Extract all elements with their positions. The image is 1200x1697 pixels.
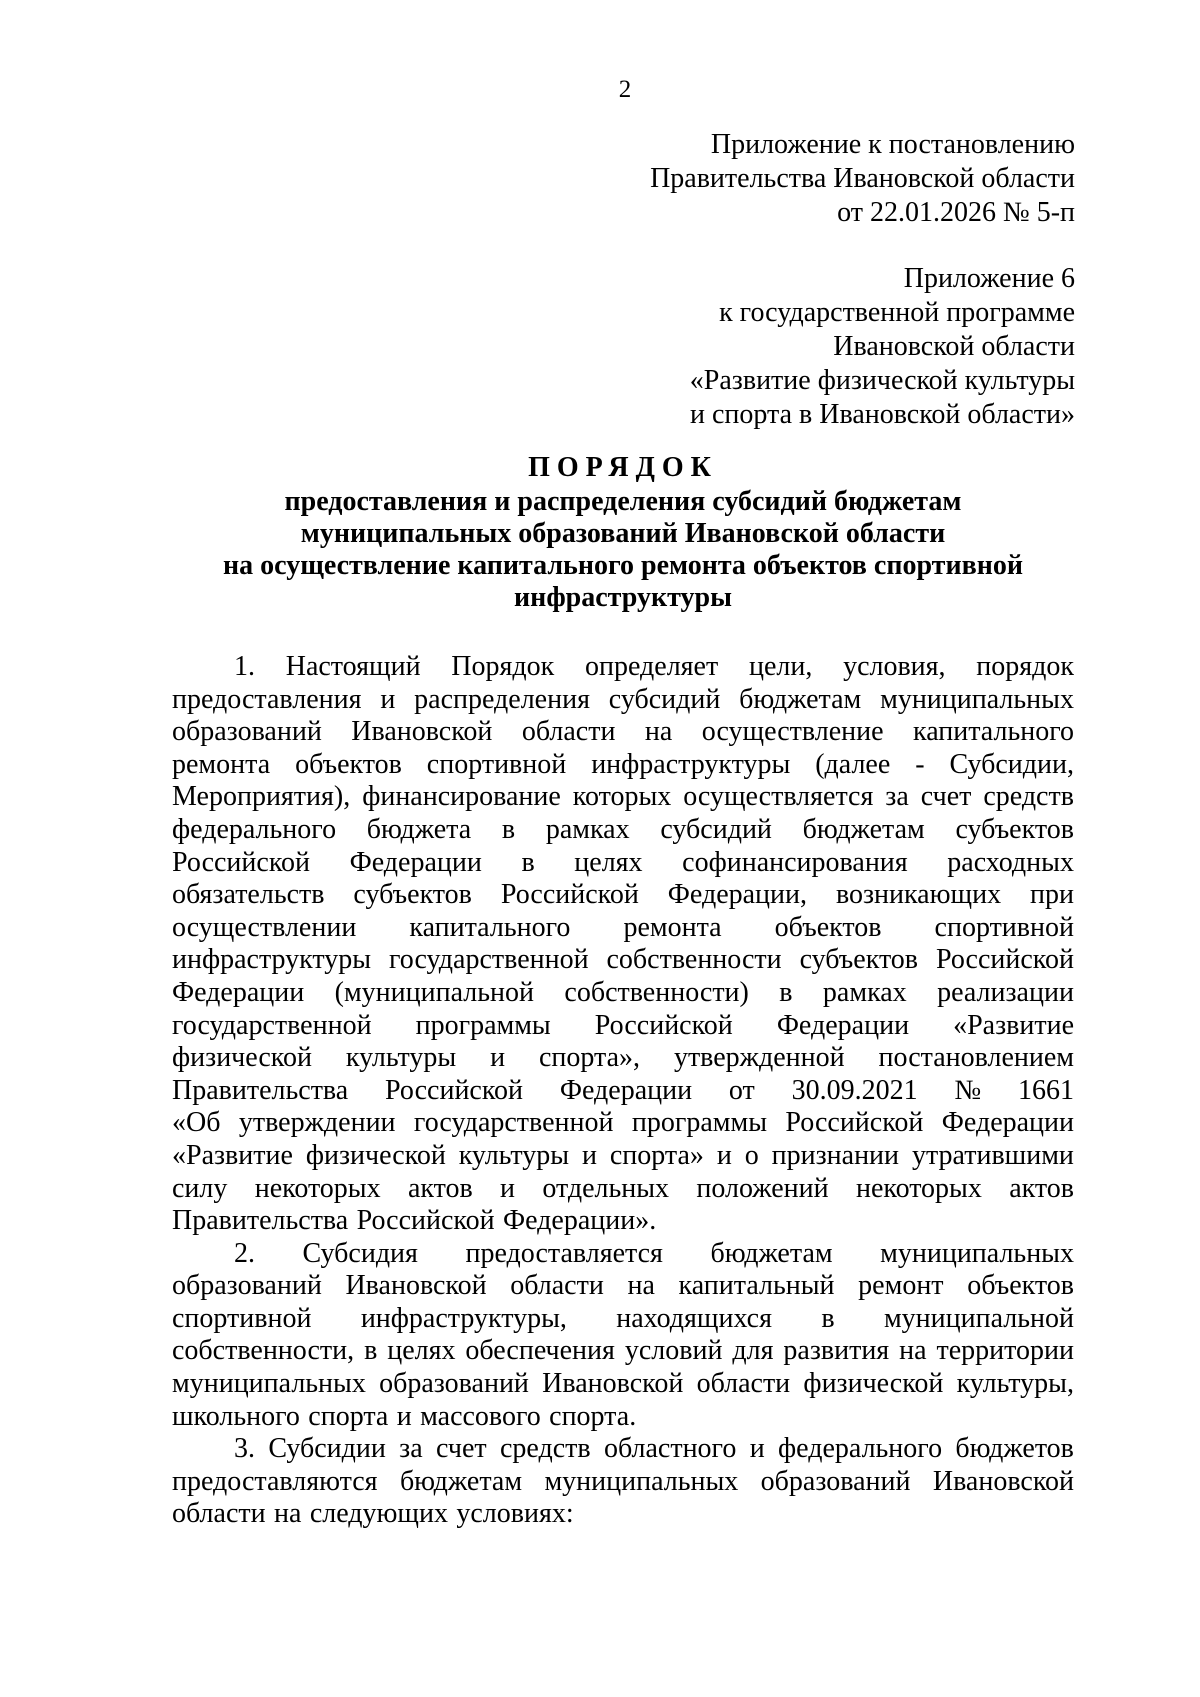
resolution-attachment-line: Правительства Ивановской области xyxy=(650,163,1075,194)
paragraph-line: муниципальных образований Ивановской области физической культуры, xyxy=(172,1368,1074,1400)
paragraph-line: Правительства Российской Федерации». xyxy=(172,1205,657,1237)
paragraph-line: ремонта объектов спортивной инфраструктуры (далее - Субсидии, xyxy=(172,748,1074,780)
title-line: муниципальных образований Ивановской области xyxy=(300,518,946,549)
paragraph-line: «Развитие физической культуры и спорта» и о признании утратившими xyxy=(172,1139,1074,1171)
paragraph-2 xyxy=(172,1238,1074,1434)
title-line: инфраструктуры xyxy=(514,582,732,613)
program-attachment-line: и спорта в Ивановской области» xyxy=(690,399,1075,430)
paragraph-line: обязательств субъектов Российской Федерации, возникающих при xyxy=(172,879,1074,911)
paragraph-line: федерального бюджета в рамках субсидий бюджетам субъектов xyxy=(172,813,1074,845)
paragraph-line: собственности, в целях обеспечения условий для развития на территории xyxy=(172,1335,1074,1367)
paragraph-line: физической культуры и спорта», утвержденной постановлением xyxy=(172,1042,1074,1074)
title-main: ПОРЯДОК xyxy=(528,452,718,483)
paragraph-line: Федерации (муниципальной собственности) в рамках реализации xyxy=(172,976,1074,1008)
program-attachment-line: к государственной программе xyxy=(719,297,1075,328)
resolution-attachment-line: Приложение к постановлению xyxy=(710,129,1075,160)
title-line: на осуществление капитального ремонта объектов спортивной xyxy=(223,550,1023,581)
paragraph-3 xyxy=(172,1433,1074,1531)
program-attachment-line: Ивановской области xyxy=(833,331,1075,362)
paragraph-1 xyxy=(172,651,1074,1238)
paragraph-line: предоставляются бюджетам муниципальных образований Ивановской xyxy=(172,1465,1074,1497)
paragraph-line: 1. Настоящий Порядок определяет цели, условия, порядок xyxy=(234,651,1074,682)
paragraph-line: школьного спорта и массового спорта. xyxy=(172,1400,637,1432)
title-line: предоставления и распределения субсидий бюджетам xyxy=(284,486,962,517)
paragraph-line: образований Ивановской области на осуществление капитального xyxy=(172,716,1074,748)
paragraph-line: спортивной инфраструктуры, находящихся в муниципальной xyxy=(172,1302,1074,1334)
resolution-attachment-line: от 22.01.2026 № 5-п xyxy=(837,197,1075,228)
document-title xyxy=(170,452,1076,614)
paragraph-line: осуществлении капитального ремонта объектов спортивной xyxy=(172,911,1074,943)
document-body xyxy=(172,651,1074,1531)
paragraph-line: инфраструктуры государственной собственности субъектов Российской xyxy=(172,944,1074,976)
paragraph-line: государственной программы Российской Федерации «Развитие xyxy=(172,1009,1074,1041)
paragraph-line: 2. Субсидия предоставляется бюджетам муниципальных xyxy=(234,1237,1074,1269)
resolution-attachment-header xyxy=(650,128,1075,230)
paragraph-line: Правительства Российской Федерации от 30.09.2021 № 1661 xyxy=(172,1074,1074,1106)
paragraph-line: 3. Субсидии за счет средств областного и федерального бюджетов xyxy=(234,1433,1074,1465)
paragraph-line: Российской Федерации в целях софинансирования расходных xyxy=(172,846,1074,878)
page-number: 2 xyxy=(618,76,632,103)
paragraph-line: области на следующих условиях: xyxy=(172,1498,574,1530)
paragraph-line: Мероприятия), финансирование которых осуществляется за счет средств xyxy=(172,781,1074,813)
paragraph-line: предоставления и распределения субсидий бюджетам муниципальных xyxy=(172,683,1074,715)
paragraph-line: «Об утверждении государственной программы Российской Федерации xyxy=(172,1107,1074,1139)
paragraph-line: образований Ивановской области на капитальный ремонт объектов xyxy=(172,1270,1074,1302)
program-attachment-line: «Развитие физической культуры xyxy=(689,365,1075,396)
paragraph-line: силу некоторых актов и отдельных положений некоторых актов xyxy=(172,1172,1074,1204)
program-attachment-line: Приложение 6 xyxy=(903,263,1075,294)
program-attachment-header xyxy=(690,262,1075,432)
